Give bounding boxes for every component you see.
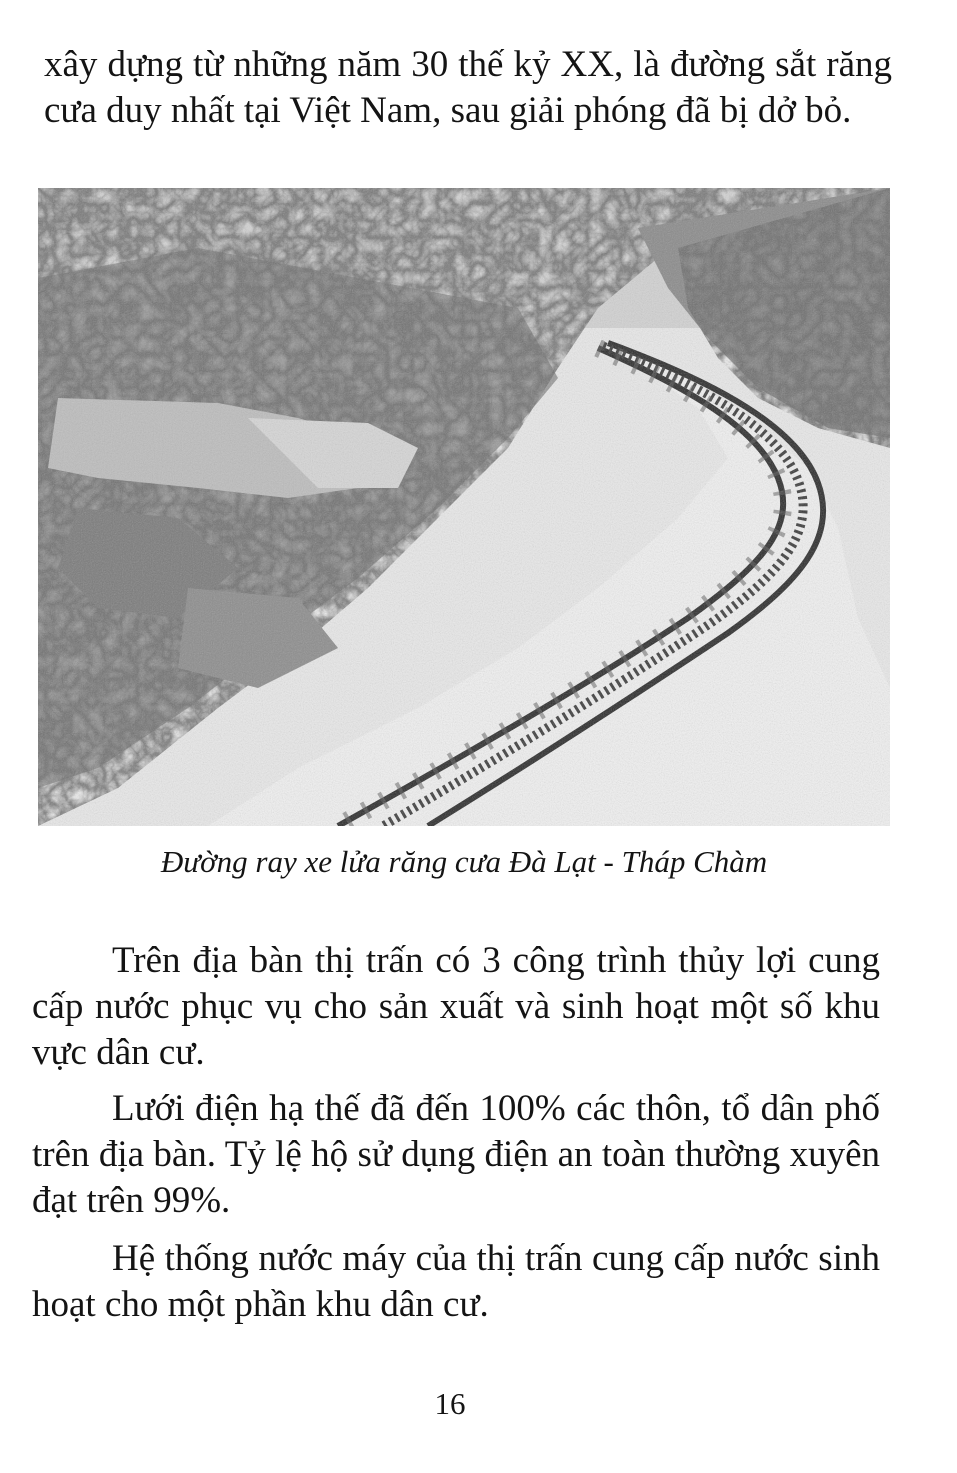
top-paragraph: xây dựng từ những năm 30 thế kỷ XX, là đường sắt răng cưa duy nhất tại Việt Nam, sau giải phóng đã bị dở bỏ. [44,44,892,131]
paragraph-electricity: Lưới điện hạ thế đã đến 100% các thôn, tổ dân phố trên địa bàn. Tỷ lệ hộ sử dụng điện an toàn thường xuyên đạt trên 99%. [32,1088,880,1221]
railway-photo [38,188,890,826]
photo-caption: Đường ray xe lửa răng cưa Đà Lạt - Tháp Chàm [160,844,768,879]
paragraph-water-supply: Hệ thống nước máy của thị trấn cung cấp nước sinh hoạt cho một phần khu dân cư. [32,1238,880,1325]
page-number: 16 [434,1386,466,1421]
paragraph-irrigation: Trên địa bàn thị trấn có 3 công trình thủy lợi cung cấp nước phục vụ cho sản xuất và sinh hoạt một số khu vực dân cư. [32,940,880,1073]
